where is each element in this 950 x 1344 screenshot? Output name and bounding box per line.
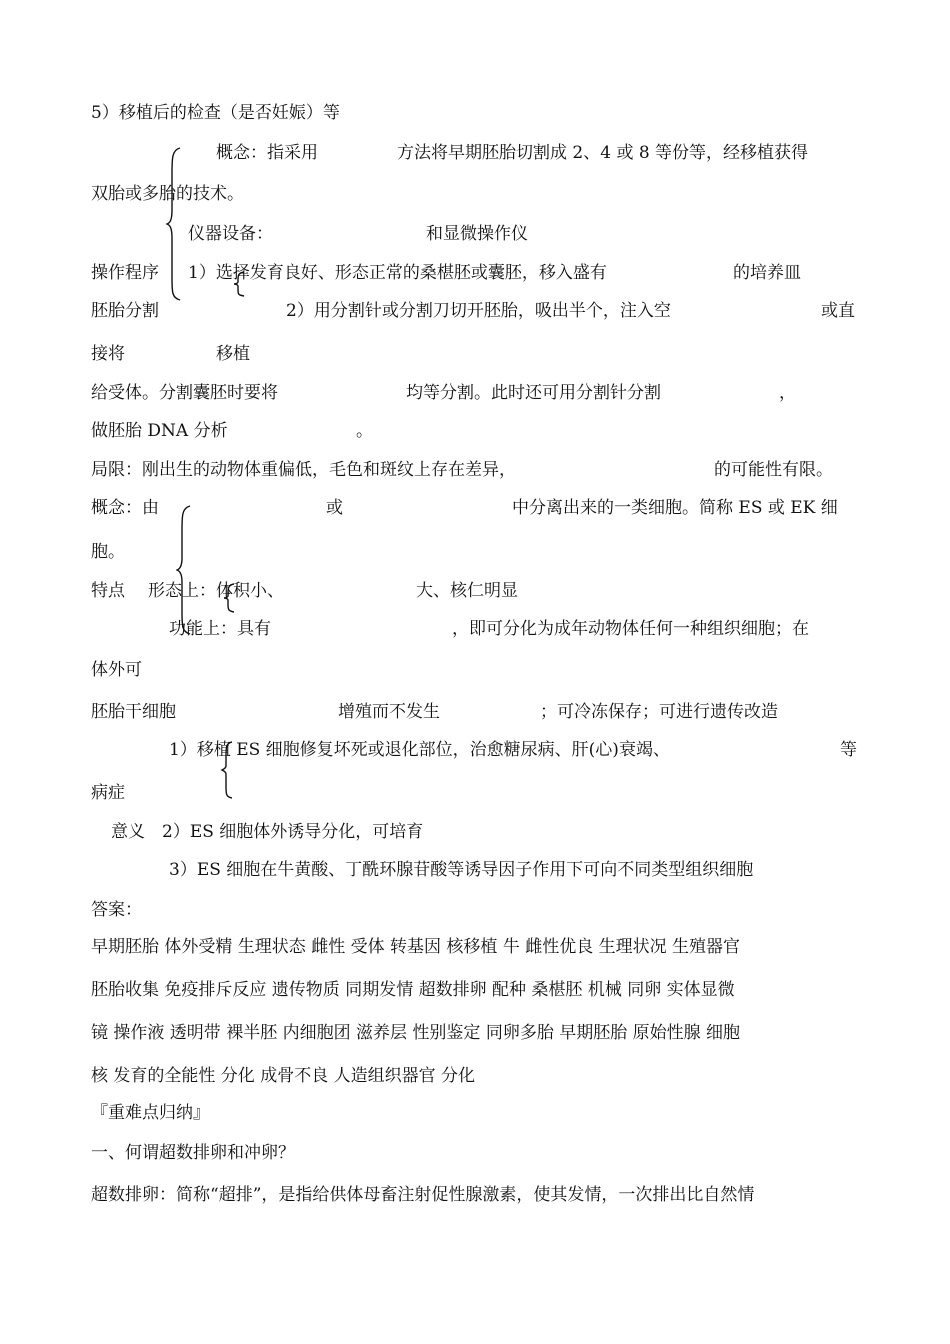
text-line: 胚胎干细胞 (91, 702, 176, 722)
text-line: 接将 (91, 344, 125, 364)
text-line: 移植 (216, 344, 250, 364)
text-line: 的可能性有限。 (714, 460, 833, 480)
text-line: 均等分割。此时还可用分割针分割 (406, 383, 661, 403)
left-brace-es-cells (176, 504, 192, 636)
text-line: 的培养皿 (733, 263, 801, 283)
text-line: 或直 (821, 301, 855, 321)
text-line: ；可冷冻保存；可进行遗传改造 (540, 702, 778, 722)
text-line: 意义 2）ES 细胞体外诱导分化，可培育 (111, 822, 424, 842)
text-line: 胞。 (91, 542, 125, 562)
section-title: 『重难点归纳』 (91, 1103, 210, 1123)
text-line: 胚胎分割 (91, 301, 159, 321)
text-line: 形态上：体积小、 (148, 581, 284, 601)
text-line: 2）用分割针或分割刀切开胚胎，吸出半个，注入空 (286, 301, 671, 321)
text-line: 操作程序 (91, 263, 159, 283)
text-line: ， (779, 383, 796, 403)
text-line: 病症 (91, 783, 125, 803)
text-line: 局限：刚出生的动物体重偏低，毛色和斑纹上存在差异， (91, 460, 516, 480)
text-line: ，即可分化为成年动物体任何一种组织细胞；在 (452, 619, 809, 639)
text-line: 1）选择发育良好、形态正常的桑椹胚或囊胚，移入盛有 (188, 263, 607, 283)
left-brace-cutting (166, 146, 182, 302)
answer-line: 镜 操作液 透明带 裸半胚 内细胞团 滋养层 性别鉴定 同卵多胎 早期胚胎 原始性腺 细胞 (91, 1023, 741, 1043)
answer-line: 早期胚胎 体外受精 生理状态 雌性 受体 转基因 核移植 牛 雌性优良 生理状况 生殖器官 (91, 937, 741, 957)
text-line: 增殖而不发生 (338, 702, 440, 722)
text-line: 给受体。分割囊胚时要将 (91, 383, 278, 403)
answer-line: 胚胎收集 免疫排斥反应 遗传物质 同期发情 超数排卵 配种 桑椹胚 机械 同卵 实体显微 (91, 980, 735, 1000)
text-line: 大、核仁明显 (416, 581, 518, 601)
question-heading: 一、何谓超数排卵和冲卵？ (91, 1143, 295, 1163)
text-line: 方法将早期胚胎切割成 2、4 或 8 等份等，经移植获得 (397, 143, 809, 163)
answers-heading: 答案： (91, 900, 142, 920)
answer-line: 核 发育的全能性 分化 成骨不良 人造组织器官 分化 (91, 1066, 476, 1086)
text-line: 功能上：具有 (169, 619, 271, 639)
text-line: 。 (356, 421, 373, 441)
text-line: 等 (840, 740, 857, 760)
text-line: 双胎或多胎的技术。 (91, 184, 244, 204)
text-line: 超数排卵：简称“超排”，是指给供体母畜注射促性腺激素，使其发情，一次排出比自然情 (91, 1185, 755, 1205)
text-line: 概念：由 (91, 498, 159, 518)
text-line: 和显微操作仪 (426, 224, 528, 244)
text-line: 中分离出来的一类细胞。简称 ES 或 EK 细 (512, 498, 838, 518)
text-line: 3）ES 细胞在牛黄酸、丁酰环腺苷酸等诱导因子作用下可向不同类型组织细胞 (169, 860, 754, 880)
text-line: 5）移植后的检查（是否妊娠）等 (91, 103, 340, 123)
text-line: 做胚胎 DNA 分析 (91, 421, 228, 441)
text-line: 概念：指采用 (216, 143, 318, 163)
text-line: 特点 (91, 581, 125, 601)
text-line: 仪器设备： (188, 224, 273, 244)
text-line: 或 (326, 498, 343, 518)
text-line: 体外可 (91, 660, 142, 680)
text-line: 1）移植 ES 细胞修复坏死或退化部位，治愈糖尿病、肝(心)衰竭、 (169, 740, 670, 760)
